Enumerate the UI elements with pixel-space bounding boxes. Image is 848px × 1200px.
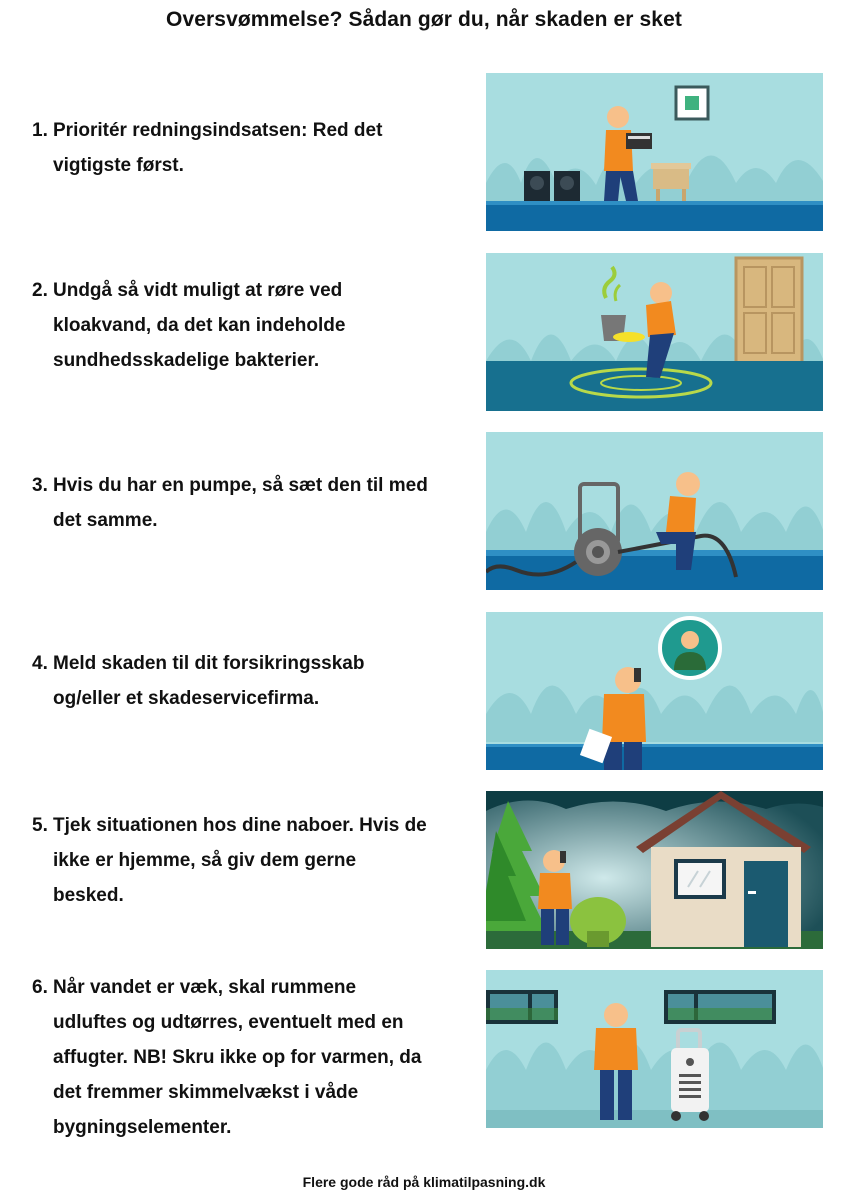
step-number: 4. — [32, 653, 48, 674]
step-text — [53, 468, 483, 538]
step-line: Hvis du har en pumpe, så sæt den til med — [53, 475, 428, 496]
step-line: affugter. NB! Skru ikke op for varmen, da — [53, 1047, 422, 1068]
illustration-sewage-water — [486, 253, 823, 411]
step-number: 1. — [32, 120, 48, 141]
step-line: Tjek situationen hos dine naboer. Hvis de — [53, 815, 427, 836]
step-line: ikke er hjemme, så giv dem gerne — [53, 850, 357, 871]
step-text — [53, 646, 483, 716]
step-5 — [32, 808, 477, 918]
illustration-dehumidifier — [486, 970, 823, 1128]
step-text — [53, 113, 483, 183]
step-text — [53, 970, 483, 1145]
step-line: det fremmer skimmelvækst i våde — [53, 1082, 359, 1103]
step-line: Prioritér redningsindsatsen: Red det — [53, 120, 383, 141]
illustration-pump — [486, 432, 823, 590]
step-line: og/eller et skadeservicefirma. — [53, 688, 320, 709]
step-4 — [32, 646, 477, 721]
step-line: besked. — [53, 885, 124, 906]
illustration-rescue-items — [486, 73, 823, 231]
step-line: Når vandet er væk, skal rummene — [53, 977, 357, 998]
step-text — [53, 808, 483, 913]
footer-text: Flere gode råd på klimatilpasning.dk — [302, 1174, 546, 1190]
step-number: 2. — [32, 280, 48, 301]
step-line: sundhedsskadelige bakterier. — [53, 350, 320, 371]
step-line: kloakvand, da det kan indeholde — [53, 315, 346, 336]
step-number: 3. — [32, 475, 48, 496]
step-6 — [32, 970, 477, 1150]
step-3 — [32, 468, 477, 543]
step-2 — [32, 273, 477, 383]
step-line: udluftes og udtørres, eventuelt med en — [53, 1012, 404, 1033]
step-number: 6. — [32, 977, 48, 998]
step-line: bygningselementer. — [53, 1117, 232, 1138]
step-text — [53, 273, 483, 378]
step-1 — [32, 113, 477, 188]
step-line: Meld skaden til dit forsikringsskab — [53, 653, 365, 674]
illustration-phone-call — [486, 612, 823, 770]
illustration-neighbors — [486, 791, 823, 949]
step-line: det samme. — [53, 510, 158, 531]
page-title: Oversvømmelse? Sådan gør du, når skaden er sket — [166, 8, 682, 31]
step-line: vigtigste først. — [53, 155, 184, 176]
step-number: 5. — [32, 815, 48, 836]
step-line: Undgå så vidt muligt at røre ved — [53, 280, 343, 301]
